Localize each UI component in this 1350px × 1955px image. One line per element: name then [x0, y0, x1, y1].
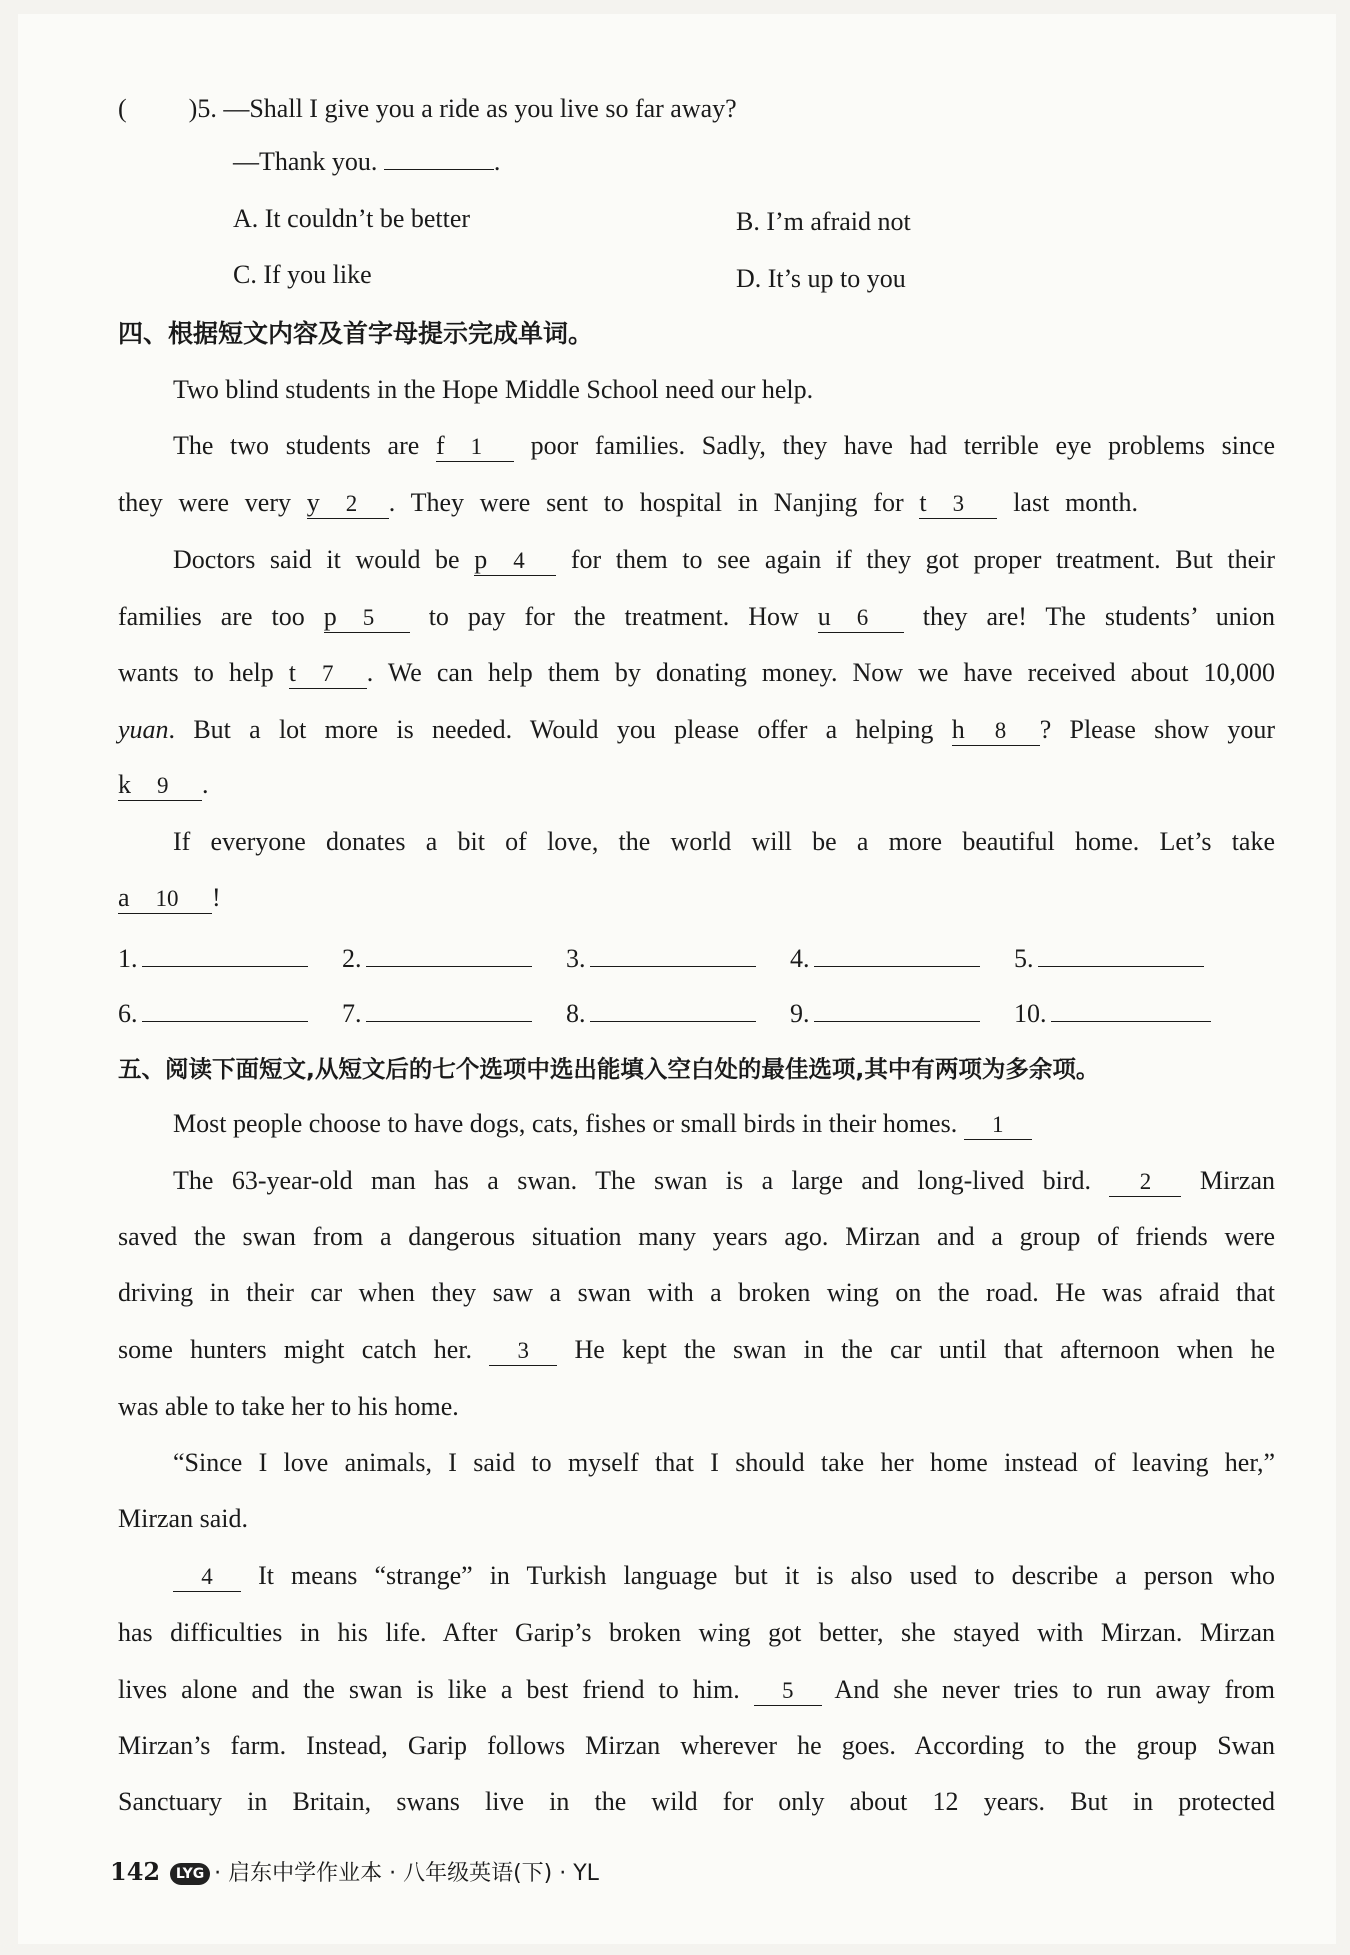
s4-line-4: Doctors said it would be p 4 for them to see again if they got proper treatment. But their: [173, 545, 1276, 574]
s5-blank-1[interactable]: 1: [964, 1110, 1032, 1140]
s4-line-6: wants to help t 7 . We can help them by donating money. Now we have received about 10,000: [118, 658, 1275, 687]
question-5: [118, 92, 1275, 126]
s5-line-5: some hunters might catch her. 3 He kept the swan in the car until that afternoon when he: [118, 1335, 1276, 1364]
reply-blank[interactable]: [384, 169, 494, 170]
s5-line-10: has difficulties in his life. After Garip’s broken wing got better, she stayed with Mirzan. Mirzan: [118, 1618, 1275, 1647]
s5-blank-5[interactable]: 5: [754, 1676, 822, 1706]
s5-line-8: Mirzan said.: [118, 1504, 248, 1533]
s5-line-9: 4 It means “strange” in Turkish language but it is also used to describe a person who: [173, 1559, 1275, 1593]
s5-line-1: Most people choose to have dogs, cats, fishes or small birds in their homes. 1: [173, 1107, 1275, 1141]
s4-line-9: If everyone donates a bit of love, the world will be a more beautiful home. Let’s take: [173, 827, 1275, 856]
blank-1[interactable]: f 1: [436, 432, 514, 462]
option-c[interactable]: C. If you like: [233, 260, 372, 289]
s5-line-12: Mirzan’s farm. Instead, Garip follows Mirzan wherever he goes. According to the group Swan: [118, 1731, 1275, 1760]
s5-line-4: driving in their car when they saw a swan with a broken wing on the road. He was afraid that: [118, 1278, 1275, 1307]
question-5-text: 5. —Shall I give you a ride as you live so far away?: [197, 94, 737, 123]
s5-line-13: Sanctuary in Britain, swans live in the wild for only about 12 years. But in protected: [118, 1787, 1275, 1816]
page-number: 142: [110, 1857, 161, 1886]
answer-2[interactable]: 2.: [342, 940, 532, 976]
s5-blank-2[interactable]: 2: [1109, 1167, 1181, 1197]
answer-6[interactable]: 6.: [118, 995, 308, 1031]
answer-7[interactable]: 7.: [342, 995, 532, 1031]
option-a[interactable]: A. It couldn’t be better: [233, 204, 471, 233]
publisher-logo-icon: LYG: [170, 1863, 210, 1885]
blank-6[interactable]: u 6: [818, 603, 904, 633]
s5-blank-4[interactable]: 4: [173, 1562, 241, 1592]
s5-line-7: “Since I love animals, I said to myself that I should take her home instead of leaving her,”: [173, 1448, 1275, 1477]
s4-line-2: The two students are f 1 poor families. Sadly, they have had terrible eye problems since: [173, 431, 1276, 460]
book-title: · 启东中学作业本 · 八年级英语(下) · YL: [214, 1861, 599, 1886]
blank-3[interactable]: t 3: [919, 489, 997, 519]
option-b[interactable]: B. I’m afraid not: [736, 207, 911, 236]
s4-line-3: they were very y 2 . They were sent to hospital in Nanjing for t 3 last month.: [118, 488, 1139, 517]
answer-3[interactable]: 3.: [566, 940, 756, 976]
answer-1[interactable]: 1.: [118, 940, 308, 976]
answer-8[interactable]: 8.: [566, 995, 756, 1031]
blank-8[interactable]: h 8: [952, 716, 1040, 746]
s5-line-2: The 63-year-old man has a swan. The swan is a large and long-lived bird. 2 Mirzan: [173, 1166, 1275, 1195]
blank-4[interactable]: p 4: [474, 546, 556, 576]
answer-bracket-open: (: [118, 94, 127, 123]
answer-5[interactable]: 5.: [1014, 940, 1204, 976]
s4-line-8: k 9 .: [118, 770, 209, 799]
answer-bracket-close: ): [188, 94, 198, 123]
s5-line-11: lives alone and the swan is like a best friend to him. 5 And she never tries to run away from: [118, 1675, 1276, 1704]
section-4-heading: 四、根据短文内容及首字母提示完成单词。: [118, 319, 594, 348]
blank-2[interactable]: y 2: [307, 489, 389, 519]
page-footer: [110, 1855, 599, 1891]
option-d[interactable]: D. It’s up to you: [736, 264, 906, 293]
s4-line-10: a 10 !: [118, 883, 221, 912]
question-5-reply: —Thank you. .: [233, 147, 501, 176]
s4-line-1: Two blind students in the Hope Middle School need our help.: [173, 375, 814, 404]
workbook-page: [18, 14, 1336, 1944]
answer-10[interactable]: 10.: [1014, 995, 1211, 1031]
section-5-heading: 五、阅读下面短文,从短文后的七个选项中选出能填入空白处的最佳选项,其中有两项为多余项。: [118, 1055, 1100, 1083]
answer-9[interactable]: 9.: [790, 995, 980, 1031]
answer-4[interactable]: 4.: [790, 940, 980, 976]
blank-7[interactable]: t 7: [289, 659, 367, 689]
s5-blank-3[interactable]: 3: [489, 1336, 557, 1366]
s4-line-5: families are too p 5 to pay for the treatment. How u 6 they are! The students’ union: [118, 602, 1276, 631]
s5-line-6: was able to take her to his home.: [118, 1392, 459, 1421]
blank-9[interactable]: k 9: [118, 771, 202, 801]
blank-5[interactable]: p 5: [324, 603, 410, 633]
s5-line-3: saved the swan from a dangerous situation many years ago. Mirzan and a group of friends were: [118, 1222, 1275, 1251]
s4-line-7: yuan. But a lot more is needed. Would you please offer a helping h 8 ? Please show your: [118, 715, 1275, 744]
blank-10[interactable]: a 10: [118, 884, 212, 914]
